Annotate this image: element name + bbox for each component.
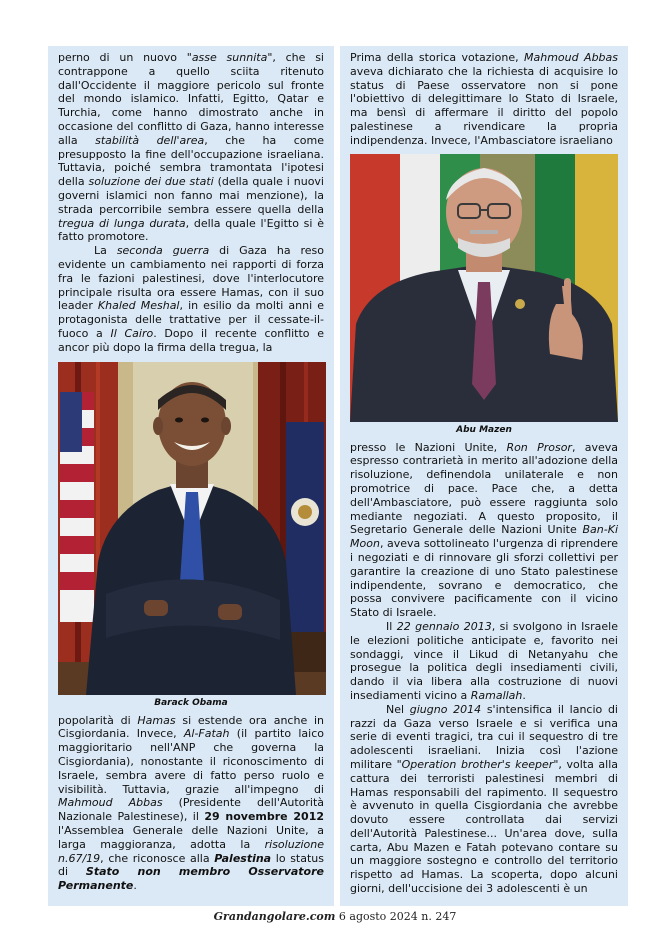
text-run: , si svolgono in Israele le elezioni politiche anticipate e, favorito nei sondaggi, vince il Likud di Netanyahu che prosegue la politica degli insediamenti civili, dando il via libera alla costruzione di nuovi insediamenti vicino a xyxy=(350,619,618,702)
abbas-portrait-image xyxy=(350,154,618,422)
text-run: La xyxy=(94,244,117,258)
text-run: . xyxy=(522,688,526,702)
text-run: giugno 2014 xyxy=(409,702,482,716)
text-run: , della quale l'Egitto si è fatto promotore. xyxy=(58,216,324,244)
abbas-photo xyxy=(350,154,618,422)
text-run: presso le Nazioni Unite, xyxy=(350,440,507,454)
text-run: ", volta alla cattura dei terroristi palestinesi membri di Hamas responsabili del rapimento. Il sequestro è avvenuto in quella Cisgiordania che avrebbe dovuto essere controllata dai servizi dell'Autorità Palestinese... Un'area dove, sulla carta, Abu Mazen e Fatah potevano contare su un maggiore sostegno e controllo del territorio rispetto ad Hamas. La scoperta, dopo alcuni giorni, dell'uccisione dei 3 adolescenti è un xyxy=(350,757,618,896)
text-run: 29 novembre 2012 xyxy=(204,810,325,824)
text-run: popolarità di xyxy=(58,713,138,727)
left-paragraph-2 xyxy=(58,244,324,354)
text-run: Ron Prosor xyxy=(506,440,572,454)
text-run: di Gaza ha reso evidente un cambiamento nei rapporti di forza fra le fazioni palestinesi, dove l'interlocutore principale risulta ora essere Hamas, con il suo leader xyxy=(58,244,324,313)
text-run: (Presidente dell'Autorità Nazionale Palestinese), il xyxy=(58,796,325,824)
text-run: l'Assemblea Generale delle Nazioni Unite, a larga maggioranza, adotta la xyxy=(58,823,324,851)
obama-photo-caption: Barack Obama xyxy=(154,697,228,708)
right-paragraph-4 xyxy=(350,703,618,896)
text-run: lo status di xyxy=(58,851,324,879)
obama-photo xyxy=(58,362,326,695)
text-run: Prima della storica votazione, xyxy=(350,51,525,64)
text-run: aveva dichiarato che la richiesta di acquisire lo status di Paese osservatore non si pone l'obiettivo di delegittimare lo Stato di Israele, ma bensì di affermare il diritto del popolo palestinese a rivendicare la propria indipendenza. Invece, l'Ambasciatore israeliano xyxy=(350,64,618,147)
text-run: si estende ora anche in Cisgiordania. Invece, xyxy=(58,713,324,741)
text-run: Ban-Ki Moon xyxy=(350,523,618,551)
text-run: seconda guerra xyxy=(116,244,210,258)
text-run: . Dopo il recente conflitto e ancor più dopo la firma della tregua, la xyxy=(58,326,324,354)
text-run: Il Cairo xyxy=(110,326,154,340)
text-run: asse sunnita xyxy=(191,51,268,64)
abbas-photo-caption: Abu Mazen xyxy=(456,424,512,435)
text-run: Mahmoud Abbas xyxy=(58,796,163,810)
text-run: ", che si contrappone a quello sciita ritenuto dall'Occidente il maggiore pericolo sul fronte del mondo islamico. Infatti, Egitto, Qatar e Turchia, come hanno dimostrato anche in occasione del conflitto di Gaza, hanno interesse alla xyxy=(58,51,324,147)
page-footer xyxy=(0,910,670,923)
right-paragraph-2 xyxy=(350,441,618,620)
left-column xyxy=(48,46,334,906)
text-run: . xyxy=(133,879,137,893)
text-run: soluzione dei due stati xyxy=(88,175,214,189)
text-run: Il xyxy=(386,619,397,633)
text-run: , aveva sottolineato l'urgenza di riprendere i negoziati e di rinnovare gli sforzi collettivi per garantire la creazione di uno Stato palestinese indipendente, sovrano e democratico, che possa convivere pacificamente con il vicino Stato di Israele. xyxy=(350,537,618,620)
text-run: (il partito laico maggioritario nell'ANP che governa la Cisgiordania), nonostante il riconoscimento di Israele, sembra avere di fatto perso ruolo e visibilità. Tuttavia, grazie all'impegno di xyxy=(58,727,324,796)
text-run: tregua di lunga durata xyxy=(58,216,186,230)
text-run: (della quale i nuovi governi islamici non fanno mai menzione), la strada percorribile sembra essere quella della xyxy=(58,175,324,216)
text-run: risoluzione n.67/19 xyxy=(58,837,324,865)
text-run: stabilità dell'area xyxy=(95,133,205,147)
obama-portrait-image xyxy=(58,362,326,695)
text-run: Operation brother's keeper xyxy=(401,757,554,771)
text-run: Khaled Meshal xyxy=(97,299,180,313)
text-run: Al-Fatah xyxy=(183,727,230,741)
text-run: , aveva espresso contrarietà in merito all'adozione della risoluzione, definendola unilaterale e non promotrice di pace. Pace che, a detta dell'Ambasciatore, può essere raggiunta solo mediante negoziati. A questo proposito, il Segretario Generale delle Nazioni Unite xyxy=(350,440,619,537)
text-run: , che riconosce alla xyxy=(100,851,215,865)
text-run: perno di un nuovo " xyxy=(58,51,192,64)
left-paragraph-1 xyxy=(58,51,324,244)
right-column xyxy=(340,46,628,906)
text-run: Nel xyxy=(386,702,410,716)
footer-issue-info: 6 agosto 2024 n. 247 xyxy=(335,910,457,923)
right-paragraph-3 xyxy=(350,620,618,703)
right-paragraph-1 xyxy=(350,51,618,148)
left-paragraph-3 xyxy=(58,714,324,893)
text-run: , che ha come presupposto la fine dell'occupazione israeliana. Tuttavia, poiché sembra tramontata l'ipotesi della xyxy=(58,133,324,189)
text-run: Ramallah xyxy=(470,688,523,702)
footer-site-name: Grandangolare.com xyxy=(213,910,336,923)
text-run: Mahmoud Abbas xyxy=(524,51,619,64)
text-run: Hamas xyxy=(137,713,176,727)
text-run: Palestina xyxy=(214,851,272,865)
text-run: , in esilio da molti anni e protagonista delle trattative per il cessate-il-fuoco a xyxy=(58,299,324,340)
text-run: s'intensifica il lancio di razzi da Gaza verso Israele e si verifica una serie di eventi tragici, tra cui il sequestro di tre adolescenti israeliani. Inizia così l'azione militare " xyxy=(350,702,618,771)
text-run: Stato non membro Osservatore Permanente xyxy=(58,865,324,893)
text-run: 22 gennaio 2013 xyxy=(396,619,492,633)
